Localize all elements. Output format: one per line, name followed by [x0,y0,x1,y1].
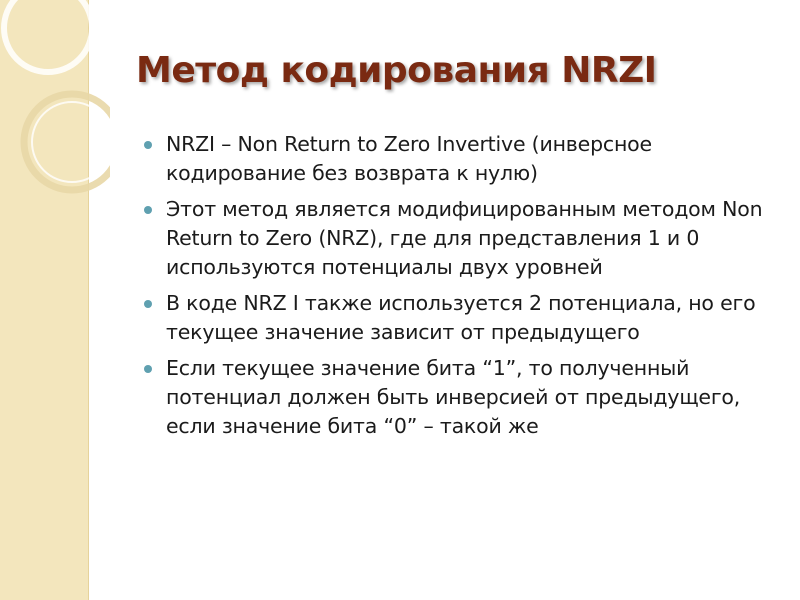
bullet-text: NRZI – Non Return to Zero Invertive (инверсное кодирование без возврата к нулю) [166,132,652,185]
bullet-item [140,195,780,282]
bullet-marker-icon [144,365,152,373]
bullet-text: Если текущее значение бита “1”, то полученный потенциал должен быть инверсией от предыдущего, если значение бита “0” – такой же [166,356,741,438]
bullet-marker-icon [144,300,152,308]
decorative-circles [0,0,110,260]
bullet-item [140,130,780,188]
bullet-marker-icon [144,206,152,214]
bullet-item [140,289,780,347]
bullet-item [140,354,780,441]
bullet-text: В коде NRZ I также используется 2 потенциала, но его текущее значение зависит от предыдущего [166,291,756,344]
bullet-list [140,130,780,448]
bullet-text: Этот метод является модифицированным методом Non Return to Zero (NRZ), где для представления 1 и 0 используются потенциалы двух уровней [166,197,763,279]
slide-title: Метод кодирования NRZI [136,50,657,91]
bullet-marker-icon [144,141,152,149]
